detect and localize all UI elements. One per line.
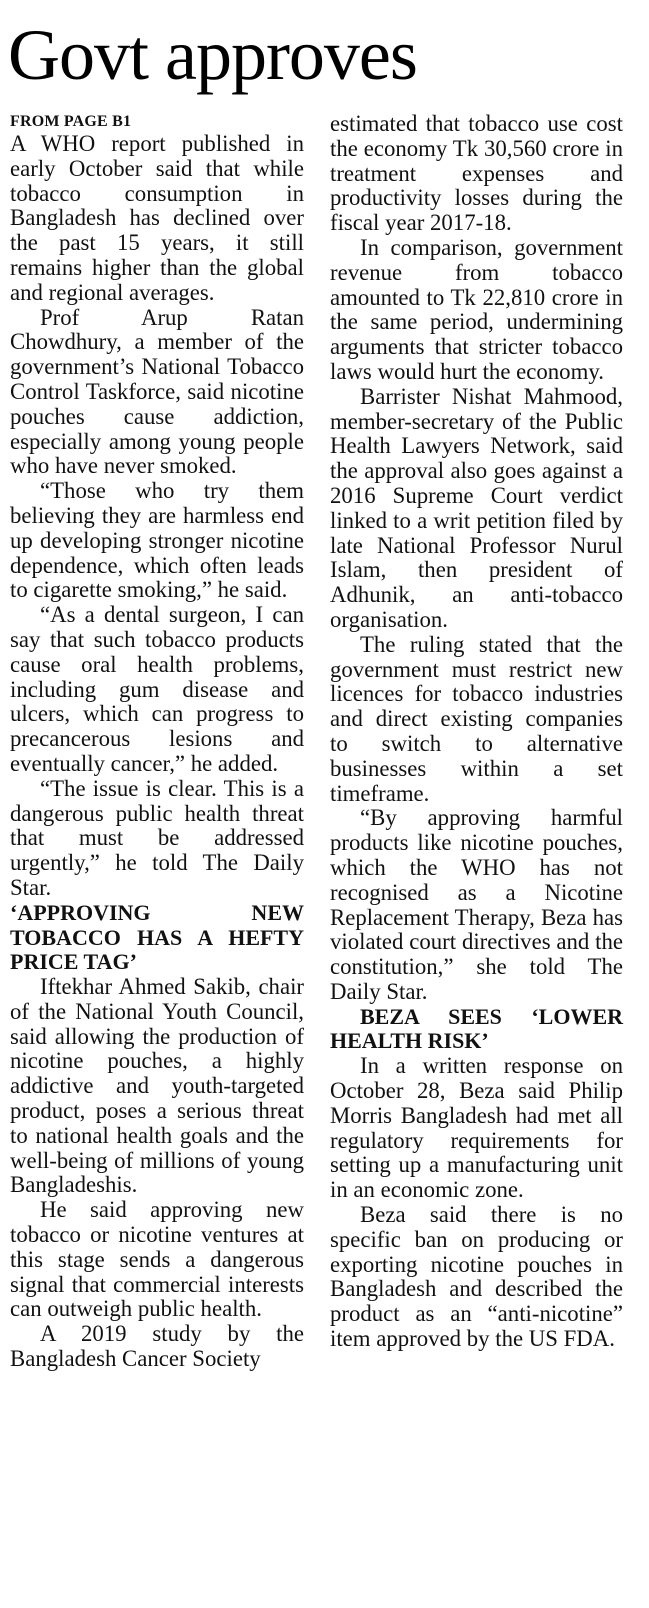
paragraph: “As a dental surgeon, I can say that such tobacco products cause oral health problems, including gum disease and ulcers, which can progress to precancerous lesions and eventually cancer,” he added.	[10, 602, 304, 776]
paragraph: Prof Arup Ratan Chowdhury, a member of the government’s National Tobacco Control Taskforce, said nicotine pouches cause addiction, especially among young people who have never smoked.	[10, 304, 304, 479]
paragraph: estimated that tobacco use cost the economy Tk 30,560 crore in treatment expenses and productivity losses during the fiscal year 2017-18.	[330, 111, 623, 236]
paragraph: In comparison, government revenue from tobacco amounted to Tk 22,810 crore in the same period, undermining arguments that stricter tobacco laws would hurt the economy.	[330, 234, 623, 384]
paragraph: Barrister Nishat Mahmood, member-secretary of the Public Health Lawyers Network, said the approval also goes against a 2016 Supreme Court verdict linked to a writ petition filed by late National Professor Nurul Islam, then president of Adhunik, an anti-tobacco organisation.	[330, 383, 623, 632]
subheading: BEZA SEES ‘LOWER HEALTH RISK’	[330, 1003, 623, 1054]
paragraph: “Those who try them believing they are harmless end up developing stronger nicotine dependence, which often leads to cigarette smoking,” he said.	[10, 478, 304, 603]
headline: Govt approves	[8, 15, 417, 95]
left-column	[10, 112, 304, 1372]
paragraph: “By approving harmful products like nicotine pouches, which the WHO has not recognised as a Nicotine Replacement Therapy, Beza has violated court directives and the constitution,” she told The Daily Star.	[330, 805, 623, 1004]
paragraph: Beza said there is no specific ban on producing or exporting nicotine pouches in Bangladesh and described the product as an “anti-nicotine” item approved by the US FDA.	[330, 1202, 623, 1352]
right-column-body	[330, 112, 623, 1352]
left-column-body	[10, 132, 304, 1372]
paragraph: Iftekhar Ahmed Sakib, chair of the National Youth Council, said allowing the production of nicotine pouches, a highly addictive and youth-targeted product, poses a serious threat to national health goals and the well-being of millions of young Bangladeshis.	[10, 974, 304, 1198]
paragraph: He said approving new tobacco or nicotine ventures at this stage sends a dangerous signal that commercial interests can outweigh public health.	[10, 1197, 304, 1322]
paragraph: “The issue is clear. This is a dangerous public health threat that must be addressed urgently,” he told The Daily Star.	[10, 775, 304, 900]
dateline: FROM PAGE B1	[10, 113, 132, 130]
paragraph: In a written response on October 28, Beza said Philip Morris Bangladesh had met all regulatory requirements for setting up a manufacturing unit in an economic zone.	[330, 1053, 623, 1203]
subheading: ‘APPROVING NEW TOBACCO HAS A HEFTY PRICE TAG’	[10, 899, 304, 975]
paragraph: The ruling stated that the government must restrict new licences for tobacco industries and direct existing companies to switch to alternative businesses within a set timeframe.	[330, 631, 623, 806]
right-column	[330, 112, 623, 1352]
paragraph: A 2019 study by the Bangladesh Cancer Society	[10, 1321, 304, 1372]
paragraph: A WHO report published in early October said that while tobacco consumption in Bangladesh has declined over the past 15 years, it still remains higher than the global and regional averages.	[10, 131, 304, 305]
